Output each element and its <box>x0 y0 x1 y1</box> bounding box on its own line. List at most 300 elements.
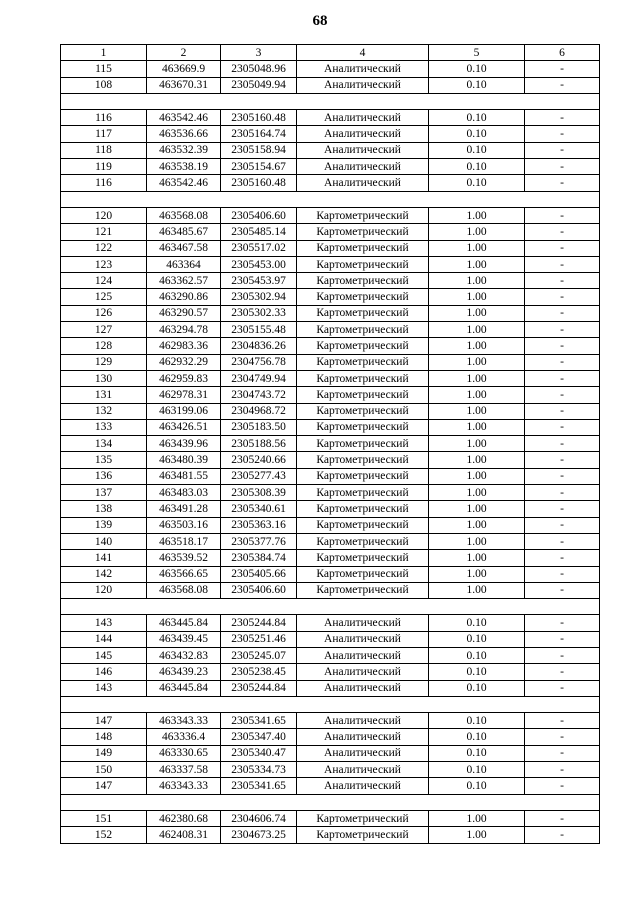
table-row <box>61 827 600 843</box>
table-cell: 2305277.43 <box>221 468 297 484</box>
table-cell: 462959.83 <box>147 370 221 386</box>
table-row <box>61 142 600 158</box>
table-cell: 120 <box>61 582 147 598</box>
table-cell: - <box>525 485 600 501</box>
table-cell: 0.10 <box>429 778 525 794</box>
table-cell: 463503.16 <box>147 517 221 533</box>
table-cell: 108 <box>61 77 147 93</box>
table-cell: 462408.31 <box>147 827 221 843</box>
table-cell: Аналитический <box>297 110 429 126</box>
table-cell: 1.00 <box>429 207 525 223</box>
table-cell: 463337.58 <box>147 762 221 778</box>
table-cell: - <box>525 452 600 468</box>
table-cell: 1.00 <box>429 419 525 435</box>
table-row <box>61 387 600 403</box>
table-cell: Картометрический <box>297 338 429 354</box>
table-row <box>61 631 600 647</box>
table-cell: 129 <box>61 354 147 370</box>
column-header: 2 <box>147 45 221 61</box>
table-cell: - <box>525 419 600 435</box>
table-cell: - <box>525 256 600 272</box>
table-row <box>61 240 600 256</box>
table-cell: 463491.28 <box>147 501 221 517</box>
table-cell: 0.10 <box>429 61 525 77</box>
table-cell: 463532.39 <box>147 142 221 158</box>
table-cell: 463439.23 <box>147 664 221 680</box>
table-cell: 2305453.00 <box>221 256 297 272</box>
table-cell: 143 <box>61 615 147 631</box>
table-cell: Картометрический <box>297 240 429 256</box>
table-row <box>61 778 600 794</box>
table-cell: 463542.46 <box>147 110 221 126</box>
table-cell: Картометрический <box>297 517 429 533</box>
table-cell: 2304606.74 <box>221 810 297 826</box>
table-cell: - <box>525 77 600 93</box>
table-cell: 0.10 <box>429 159 525 175</box>
table-cell: Аналитический <box>297 778 429 794</box>
table-cell: 136 <box>61 468 147 484</box>
table-cell: 147 <box>61 778 147 794</box>
table-cell: 2305334.73 <box>221 762 297 778</box>
table-row <box>61 273 600 289</box>
table-cell: - <box>525 338 600 354</box>
table-cell: 2305049.94 <box>221 77 297 93</box>
table-cell: 138 <box>61 501 147 517</box>
table-cell: - <box>525 224 600 240</box>
table-cell: 2305406.60 <box>221 582 297 598</box>
table-cell: 141 <box>61 550 147 566</box>
table-row <box>61 501 600 517</box>
table-cell: 2305405.66 <box>221 566 297 582</box>
table-cell: 2304968.72 <box>221 403 297 419</box>
table-cell: 0.10 <box>429 647 525 663</box>
table-row <box>61 810 600 826</box>
table-cell: 2305183.50 <box>221 419 297 435</box>
table-cell: 117 <box>61 126 147 142</box>
table-cell: 2304836.26 <box>221 338 297 354</box>
table-row <box>61 338 600 354</box>
table-row <box>61 647 600 663</box>
table-cell: Картометрический <box>297 533 429 549</box>
table-cell: 1.00 <box>429 436 525 452</box>
table-cell: 462380.68 <box>147 810 221 826</box>
table-cell: Аналитический <box>297 159 429 175</box>
table-cell: 463364 <box>147 256 221 272</box>
table-cell: 124 <box>61 273 147 289</box>
table-cell: 463290.57 <box>147 305 221 321</box>
table-row <box>61 485 600 501</box>
table-cell: 463542.46 <box>147 175 221 191</box>
table-separator-row <box>61 93 600 109</box>
table-cell: 463480.39 <box>147 452 221 468</box>
column-header: 4 <box>297 45 429 61</box>
table-row <box>61 110 600 126</box>
table-cell: 2305154.67 <box>221 159 297 175</box>
table-cell: - <box>525 370 600 386</box>
table-cell: 0.10 <box>429 664 525 680</box>
table-cell: 133 <box>61 419 147 435</box>
table-cell: 463362.57 <box>147 273 221 289</box>
coordinates-table <box>60 44 600 844</box>
table-cell: 2305158.94 <box>221 142 297 158</box>
table-cell: - <box>525 729 600 745</box>
table-cell: 144 <box>61 631 147 647</box>
table-cell: Картометрический <box>297 468 429 484</box>
table-row <box>61 256 600 272</box>
table-cell: 135 <box>61 452 147 468</box>
table-row <box>61 159 600 175</box>
table-row <box>61 436 600 452</box>
table-cell: - <box>525 61 600 77</box>
table-cell: Картометрический <box>297 256 429 272</box>
table-cell: - <box>525 159 600 175</box>
table-cell: 1.00 <box>429 452 525 468</box>
column-header: 1 <box>61 45 147 61</box>
table-cell: 2305302.94 <box>221 289 297 305</box>
table-cell: 0.10 <box>429 77 525 93</box>
table-cell: 0.10 <box>429 110 525 126</box>
table-cell: 463538.19 <box>147 159 221 175</box>
table-cell: Аналитический <box>297 664 429 680</box>
table-cell: 2305517.02 <box>221 240 297 256</box>
table-cell: Картометрический <box>297 403 429 419</box>
separator-cell <box>61 599 600 615</box>
table-row <box>61 680 600 696</box>
table-cell: Картометрический <box>297 387 429 403</box>
table-cell: 123 <box>61 256 147 272</box>
table-cell: Картометрический <box>297 419 429 435</box>
table-row <box>61 729 600 745</box>
table-row <box>61 370 600 386</box>
table-cell: Картометрический <box>297 566 429 582</box>
table-row <box>61 403 600 419</box>
table-cell: Картометрический <box>297 485 429 501</box>
table-cell: 1.00 <box>429 468 525 484</box>
table-cell: 2305251.46 <box>221 631 297 647</box>
table-cell: 131 <box>61 387 147 403</box>
table-row <box>61 354 600 370</box>
table-cell: - <box>525 322 600 338</box>
table-cell: 134 <box>61 436 147 452</box>
table-cell: 1.00 <box>429 550 525 566</box>
table-cell: - <box>525 207 600 223</box>
table-cell: 126 <box>61 305 147 321</box>
table-cell: 2305048.96 <box>221 61 297 77</box>
table-cell: 1.00 <box>429 224 525 240</box>
table-cell: 142 <box>61 566 147 582</box>
table-header-row <box>61 45 600 61</box>
table-cell: 463467.58 <box>147 240 221 256</box>
table-cell: 0.10 <box>429 680 525 696</box>
table-cell: 2305302.33 <box>221 305 297 321</box>
table-row <box>61 305 600 321</box>
table-cell: - <box>525 566 600 582</box>
table-cell: 463670.31 <box>147 77 221 93</box>
table-cell: 147 <box>61 713 147 729</box>
table-cell: - <box>525 354 600 370</box>
table-cell: Аналитический <box>297 745 429 761</box>
table-cell: 1.00 <box>429 289 525 305</box>
table-cell: 2305341.65 <box>221 778 297 794</box>
table-cell: Аналитический <box>297 175 429 191</box>
table-cell: Аналитический <box>297 729 429 745</box>
table-cell: 148 <box>61 729 147 745</box>
table-cell: Картометрический <box>297 224 429 240</box>
table-cell: - <box>525 517 600 533</box>
table-row <box>61 77 600 93</box>
table-cell: 1.00 <box>429 354 525 370</box>
table-cell: 2305363.16 <box>221 517 297 533</box>
table-cell: 2305245.07 <box>221 647 297 663</box>
table-cell: 115 <box>61 61 147 77</box>
table-cell: 0.10 <box>429 729 525 745</box>
table-separator-row <box>61 191 600 207</box>
table-cell: 1.00 <box>429 370 525 386</box>
table-cell: - <box>525 647 600 663</box>
table-cell: - <box>525 615 600 631</box>
table-cell: 2305238.45 <box>221 664 297 680</box>
table-cell: 2304743.72 <box>221 387 297 403</box>
table-cell: 2305244.84 <box>221 615 297 631</box>
table-row <box>61 615 600 631</box>
table-cell: 2304673.25 <box>221 827 297 843</box>
table-cell: 127 <box>61 322 147 338</box>
table-cell: 152 <box>61 827 147 843</box>
table-cell: 463485.67 <box>147 224 221 240</box>
table-cell: Картометрический <box>297 582 429 598</box>
table-cell: - <box>525 142 600 158</box>
table-cell: - <box>525 240 600 256</box>
table-cell: 125 <box>61 289 147 305</box>
table-cell: 463439.45 <box>147 631 221 647</box>
table-cell: 1.00 <box>429 810 525 826</box>
table-cell: 463445.84 <box>147 680 221 696</box>
table-cell: - <box>525 126 600 142</box>
table-cell: Картометрический <box>297 501 429 517</box>
table-row <box>61 582 600 598</box>
table-cell: 463566.65 <box>147 566 221 582</box>
table-separator-row <box>61 696 600 712</box>
table-cell: Картометрический <box>297 436 429 452</box>
table-row <box>61 322 600 338</box>
table-cell: 146 <box>61 664 147 680</box>
table-cell: 463518.17 <box>147 533 221 549</box>
table-cell: 139 <box>61 517 147 533</box>
table-cell: 462932.29 <box>147 354 221 370</box>
table-cell: Аналитический <box>297 126 429 142</box>
table-cell: 151 <box>61 810 147 826</box>
table-cell: 2305384.74 <box>221 550 297 566</box>
table-cell: Аналитический <box>297 615 429 631</box>
table-separator-row <box>61 794 600 810</box>
table-separator-row <box>61 599 600 615</box>
table-cell: - <box>525 175 600 191</box>
table-cell: 463343.33 <box>147 713 221 729</box>
table-cell: 1.00 <box>429 338 525 354</box>
table-cell: Картометрический <box>297 322 429 338</box>
table-cell: 462978.31 <box>147 387 221 403</box>
table-cell: 0.10 <box>429 615 525 631</box>
table-row <box>61 207 600 223</box>
table-cell: 463294.78 <box>147 322 221 338</box>
page-number: 68 <box>312 13 328 29</box>
table-row <box>61 224 600 240</box>
table-cell: Картометрический <box>297 289 429 305</box>
table-cell: - <box>525 289 600 305</box>
table-cell: - <box>525 664 600 680</box>
table-cell: Аналитический <box>297 631 429 647</box>
table-cell: 1.00 <box>429 387 525 403</box>
table-cell: 2305308.39 <box>221 485 297 501</box>
table-cell: 145 <box>61 647 147 663</box>
table-cell: - <box>525 550 600 566</box>
table-cell: - <box>525 631 600 647</box>
table-cell: 0.10 <box>429 142 525 158</box>
separator-cell <box>61 696 600 712</box>
table-row <box>61 126 600 142</box>
table-cell: Картометрический <box>297 370 429 386</box>
table-cell: 2305164.74 <box>221 126 297 142</box>
table-cell: 463330.65 <box>147 745 221 761</box>
table-cell: 0.10 <box>429 175 525 191</box>
separator-cell <box>61 191 600 207</box>
table-cell: 150 <box>61 762 147 778</box>
table-cell: 1.00 <box>429 256 525 272</box>
table-row <box>61 61 600 77</box>
table-cell: 1.00 <box>429 485 525 501</box>
table-cell: Картометрический <box>297 207 429 223</box>
table-cell: 122 <box>61 240 147 256</box>
table-cell: - <box>525 305 600 321</box>
table-cell: 0.10 <box>429 126 525 142</box>
table-cell: 2305406.60 <box>221 207 297 223</box>
table-cell: 463343.33 <box>147 778 221 794</box>
table-cell: 1.00 <box>429 827 525 843</box>
table-cell: 149 <box>61 745 147 761</box>
table-cell: 2305160.48 <box>221 110 297 126</box>
table-cell: 2305340.47 <box>221 745 297 761</box>
table-cell: Аналитический <box>297 647 429 663</box>
table-cell: 463568.08 <box>147 582 221 598</box>
table-row <box>61 175 600 191</box>
table-cell: - <box>525 680 600 696</box>
table-cell: 2305155.48 <box>221 322 297 338</box>
table-cell: Аналитический <box>297 762 429 778</box>
table-cell: 119 <box>61 159 147 175</box>
column-header: 3 <box>221 45 297 61</box>
table-cell: Аналитический <box>297 142 429 158</box>
table-cell: 463290.86 <box>147 289 221 305</box>
table-row <box>61 452 600 468</box>
table-cell: 2305244.84 <box>221 680 297 696</box>
table-cell: 2305188.56 <box>221 436 297 452</box>
table-cell: - <box>525 778 600 794</box>
table-cell: 116 <box>61 175 147 191</box>
table-cell: - <box>525 713 600 729</box>
table-cell: 0.10 <box>429 745 525 761</box>
separator-cell <box>61 93 600 109</box>
table-cell: 1.00 <box>429 240 525 256</box>
table-cell: 1.00 <box>429 305 525 321</box>
table-cell: - <box>525 468 600 484</box>
table-cell: - <box>525 533 600 549</box>
table-cell: 1.00 <box>429 403 525 419</box>
table-cell: 2305240.66 <box>221 452 297 468</box>
table-cell: Картометрический <box>297 810 429 826</box>
table-row <box>61 664 600 680</box>
table-cell: Аналитический <box>297 713 429 729</box>
table-row <box>61 289 600 305</box>
table-cell: - <box>525 387 600 403</box>
table-cell: Картометрический <box>297 827 429 843</box>
table-cell: - <box>525 810 600 826</box>
table-cell: 132 <box>61 403 147 419</box>
table-cell: 2305160.48 <box>221 175 297 191</box>
table-cell: 463539.52 <box>147 550 221 566</box>
table-cell: 462983.36 <box>147 338 221 354</box>
table-cell: 463483.03 <box>147 485 221 501</box>
table-cell: - <box>525 110 600 126</box>
table-cell: 121 <box>61 224 147 240</box>
table-cell: 463336.4 <box>147 729 221 745</box>
table-cell: 463439.96 <box>147 436 221 452</box>
table-cell: 1.00 <box>429 501 525 517</box>
table-cell: 463199.06 <box>147 403 221 419</box>
table-row <box>61 745 600 761</box>
table-row <box>61 762 600 778</box>
table-cell: Аналитический <box>297 61 429 77</box>
table-cell: Аналитический <box>297 77 429 93</box>
table-row <box>61 550 600 566</box>
table-cell: 2304749.94 <box>221 370 297 386</box>
table-cell: 1.00 <box>429 582 525 598</box>
table-cell: - <box>525 745 600 761</box>
table-cell: Картометрический <box>297 273 429 289</box>
table-cell: 463669.9 <box>147 61 221 77</box>
table-cell: Картометрический <box>297 305 429 321</box>
table-cell: 2305340.61 <box>221 501 297 517</box>
table-row <box>61 419 600 435</box>
table-cell: 1.00 <box>429 517 525 533</box>
table-cell: 1.00 <box>429 322 525 338</box>
table-cell: 463445.84 <box>147 615 221 631</box>
table-cell: - <box>525 501 600 517</box>
table-cell: 140 <box>61 533 147 549</box>
table-cell: 1.00 <box>429 566 525 582</box>
table-cell: 463568.08 <box>147 207 221 223</box>
table-row <box>61 468 600 484</box>
table-cell: 0.10 <box>429 713 525 729</box>
table-cell: Картометрический <box>297 550 429 566</box>
table-cell: - <box>525 403 600 419</box>
table-cell: 128 <box>61 338 147 354</box>
table-cell: 2305453.97 <box>221 273 297 289</box>
table-cell: - <box>525 273 600 289</box>
table-cell: 2305341.65 <box>221 713 297 729</box>
table-cell: 143 <box>61 680 147 696</box>
table-row <box>61 566 600 582</box>
table-cell: 118 <box>61 142 147 158</box>
table-row <box>61 713 600 729</box>
table-cell: Картометрический <box>297 452 429 468</box>
table-cell: - <box>525 582 600 598</box>
table-cell: - <box>525 827 600 843</box>
table-cell: 463481.55 <box>147 468 221 484</box>
table-cell: 0.10 <box>429 762 525 778</box>
column-header: 6 <box>525 45 600 61</box>
table-cell: 120 <box>61 207 147 223</box>
table-cell: Аналитический <box>297 680 429 696</box>
